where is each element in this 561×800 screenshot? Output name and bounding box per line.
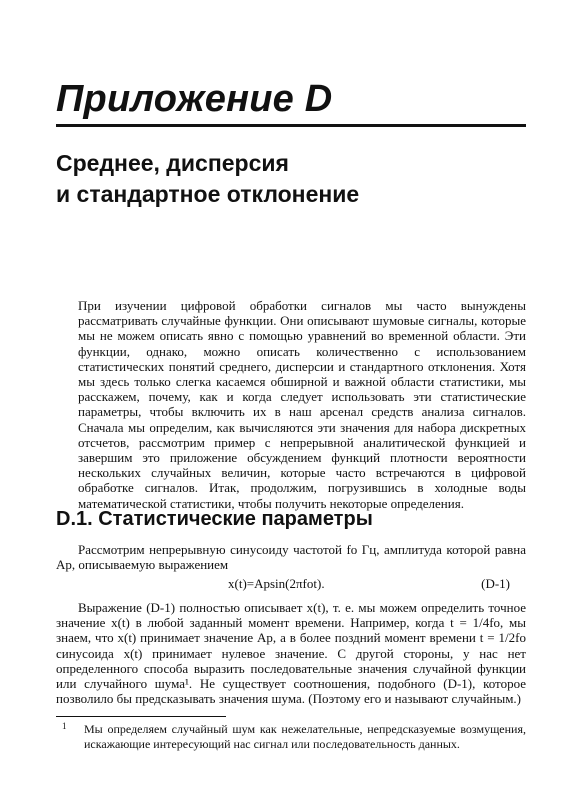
footnote-text: Мы определяем случайный шум как нежелательные, непредсказуемые возмущения, искажающие интересующий нас сигнал или последовательность данных.	[84, 722, 526, 751]
footnote	[56, 722, 526, 751]
chapter-title	[56, 148, 526, 210]
footnote-marker: 1	[62, 721, 67, 731]
equation-d1	[56, 576, 526, 592]
paragraph-sinusoid: Рассмотрим непрерывную синусоиду частотой fo Гц, амплитуда которой равна Ap, описываемую выражением	[56, 542, 526, 573]
title-rule	[56, 124, 526, 127]
paragraph-random-noise: Выражение (D-1) полностью описывает x(t), т. е. мы можем определить точное значение x(t) в любой заданный момент времени. Например, когда t = 1/4fo, мы знаем, что x(t) принимает значение Ap, а в более поздний момент времени t = 1/2fo синусоида x(t) принимает нулевое значение. С другой стороны, у нас нет определенного способа выразить последовательные значения случайной функции или случайного шума¹. Не существует соотношения, подобного (D-1), которое позволило бы предсказывать значения шума. (Поэтому его и называют случайным.)	[56, 600, 526, 707]
chapter-title-line-1: Среднее, дисперсия	[56, 150, 289, 176]
section-heading: D.1. Статистические параметры	[56, 508, 373, 530]
equation-number: (D-1)	[481, 576, 510, 591]
equation-expression: x(t)=Apsin(2πfot).	[228, 576, 325, 591]
appendix-title: Приложение D	[56, 78, 333, 120]
chapter-title-line-2: и стандартное отклонение	[56, 181, 360, 207]
intro-paragraph: При изучении цифровой обработки сигналов мы часто вынуждены рассматривать случайные функции. Они описывают шумовые сигналы, которые мы не можем описать явно с помощью уравнений во временной области. Эти функции, однако, можно описать количественно с использованием статистических понятий среднего, дисперсии и стандартного отклонения. Хотя мы здесь только слегка касаемся обширной и важной области статистики, мы расскажем, почему, как и когда следует использовать эти статистические параметры, чтобы включить их в наш арсенал средств анализа сигналов. Сначала мы определим, как вычисляются эти значения для набора дискретных отсчетов, рассмотрим пример с непрерывной аналитической функцией и завершим это приложение обсуждением функций плотности вероятности нескольких случайных величин, которые часто встречаются в цифровой обработке сигналов. Итак, продолжим, погрузившись в холодные воды математической статистики, чтобы получить некоторые определения.	[78, 298, 526, 511]
footnote-rule	[56, 716, 226, 717]
